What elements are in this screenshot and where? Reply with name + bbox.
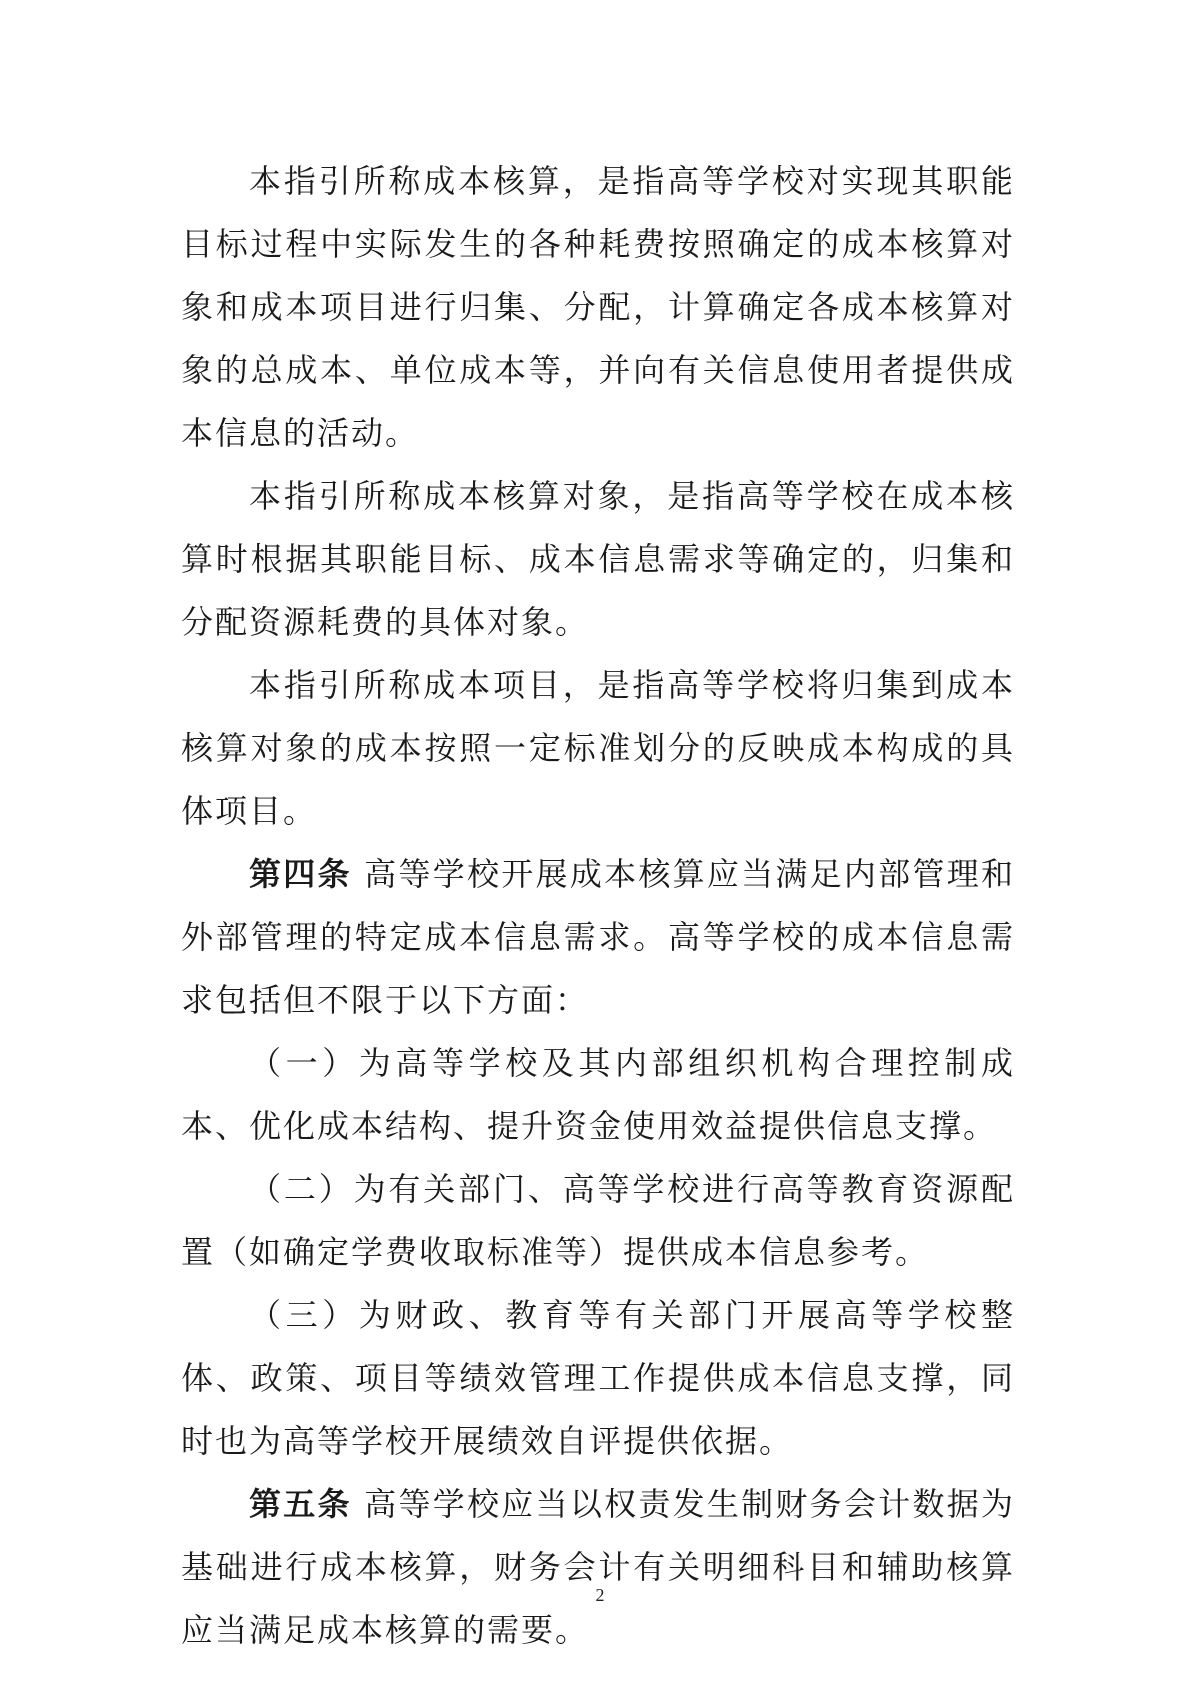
- paragraph-text: （一）为高等学校及其内部组织机构合理控制成本、优化成本结构、提升资金使用效益提供信息支撑。: [181, 1044, 1015, 1145]
- paragraph-text: 本指引所称成本项目，是指高等学校将归集到成本核算对象的成本按照一定标准划分的反映成本构成的具体项目。: [181, 666, 1015, 830]
- paragraph-cost-item-definition: [181, 654, 1015, 843]
- paragraph-text: （三）为财政、教育等有关部门开展高等学校整体、政策、项目等绩效管理工作提供成本信息支撑，同时也为高等学校开展绩效自评提供依据。: [181, 1296, 1015, 1460]
- paragraph-text: 高等学校开展成本核算应当满足内部管理和外部管理的特定成本信息需求。高等学校的成本信息需求包括但不限于以下方面：: [181, 855, 1015, 1019]
- list-item-one: [181, 1032, 1015, 1158]
- article-label: 第五条: [249, 1485, 352, 1523]
- page-number: 2: [595, 1585, 605, 1605]
- paragraph-text: 本指引所称成本核算对象，是指高等学校在成本核算时根据其职能目标、成本信息需求等确定的，归集和分配资源耗费的具体对象。: [181, 477, 1015, 641]
- document-body: [181, 150, 1015, 1662]
- article-four: [181, 843, 1015, 1032]
- list-item-two: [181, 1158, 1015, 1284]
- article-label: 第四条: [249, 855, 352, 893]
- paragraph-text: 高等学校应当以权责发生制财务会计数据为基础进行成本核算，财务会计有关明细科目和辅助核算应当满足成本核算的需要。: [181, 1485, 1015, 1649]
- article-five: [181, 1473, 1015, 1662]
- paragraph-cost-accounting-definition: [181, 150, 1015, 465]
- paragraph-text: 本指引所称成本核算，是指高等学校对实现其职能目标过程中实际发生的各种耗费按照确定的成本核算对象和成本项目进行归集、分配，计算确定各成本核算对象的总成本、单位成本等，并向有关信息使用者提供成本信息的活动。: [181, 162, 1015, 452]
- list-item-three: [181, 1284, 1015, 1473]
- paragraph-cost-object-definition: [181, 465, 1015, 654]
- paragraph-text: （二）为有关部门、高等学校进行高等教育资源配置（如确定学费收取标准等）提供成本信息参考。: [181, 1170, 1015, 1271]
